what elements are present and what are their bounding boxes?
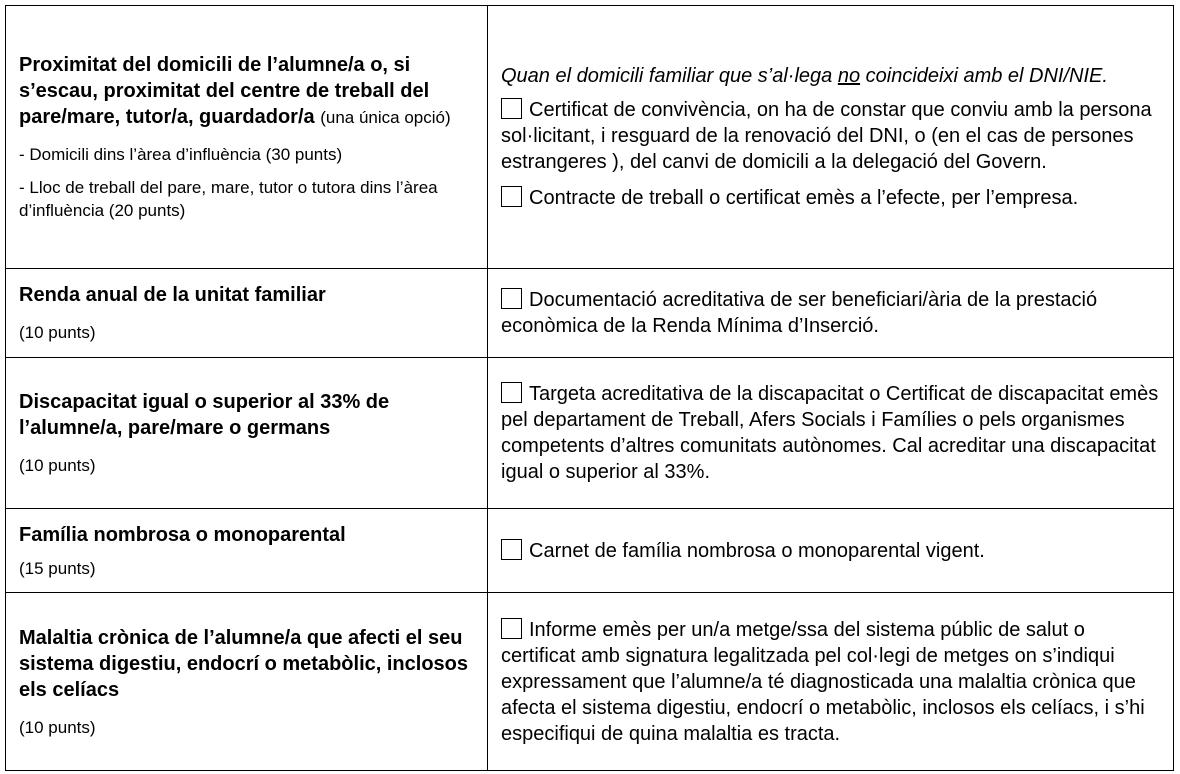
document-item [501, 287, 1163, 339]
documents-cell [488, 509, 1174, 593]
document-label: Documentació acreditativa de ser beneficiari/ària de la prestació econòmica de la Renda Mínima d’Inserció. [501, 289, 1098, 337]
criterion-cell [6, 509, 488, 593]
checkbox[interactable] [501, 382, 522, 403]
documents-intro [501, 63, 1163, 89]
criterion-title: Malaltia crònica de l’alumne/a que afecti el seu sistema digestiu, endocrí o metabòlic, inclosos els celíacs [19, 626, 469, 701]
criterion-points: (10 punts) [19, 456, 96, 475]
criterion-cell [6, 269, 488, 358]
criterion-points: (10 punts) [19, 717, 96, 737]
criterion-title: Proximitat del domicili de l’alumne/a o, si s’escau, proximitat del centre de treball del pare/mare, tutor/a, guardador/a [19, 54, 430, 128]
criterion-points: (15 punts) [19, 558, 96, 578]
checkbox[interactable] [501, 618, 522, 639]
checkbox[interactable] [501, 98, 522, 119]
criterion-note: (una única opció) [320, 108, 451, 127]
criterion-option: - Domicili dins l’àrea d’influència (30 punts) [19, 145, 343, 164]
document-item [501, 538, 1163, 564]
table-row-family [6, 509, 1174, 593]
documents-cell [488, 593, 1174, 771]
document-item [501, 381, 1163, 485]
criteria-table [5, 5, 1174, 771]
documents-cell [488, 269, 1174, 358]
intro-text: Quan el domicili familiar que s’al·lega [501, 65, 838, 87]
document-item [501, 185, 1163, 211]
criterion-cell [6, 6, 488, 269]
criterion-cell [6, 593, 488, 771]
criterion-points: (10 punts) [19, 323, 96, 342]
checkbox[interactable] [501, 539, 522, 560]
criterion-title: Discapacitat igual o superior al 33% de l’alumne/a, pare/mare o germans [19, 391, 390, 439]
document-label: Targeta acreditativa de la discapacitat o Certificat de discapacitat emès pel departament de Treball, Afers Socials i Famílies o pels organismes competents d’altres comunitats autònomes. Cal acreditar una discapacitat igual o superior al 33%. [501, 383, 1159, 483]
document-label: Informe emès per un/a metge/ssa del sistema públic de salut o certificat amb signatura legalitzada pel col·legi de metges on s’indiqui expressament que l’alumne/a té diagnosticada una malaltia crònica que afecta el sistema digestiu, endocrí o metabòlic, inclosos els celíacs, i s’hi especifiqui de quina malaltia es tracta. [501, 618, 1145, 745]
document-label: Contracte de treball o certificat emès a l’efecte, per l’empresa. [529, 187, 1079, 209]
criterion-title: Renda anual de la unitat familiar [19, 284, 326, 306]
criterion-option: - Lloc de treball del pare, mare, tutor o tutora dins l’àrea d’influència (20 punts) [19, 178, 438, 220]
document-item [501, 97, 1163, 175]
table-row-disability [6, 358, 1174, 509]
criterion-heading [19, 52, 477, 131]
document-label: Certificat de convivència, on ha de constar que conviu amb la persona sol·licitant, i resguard de la renovació del DNI, o (en el cas de persones estrangeres ), del canvi de domicili a la delegació del Govern. [501, 99, 1152, 173]
table-row-income [6, 269, 1174, 358]
criterion-cell [6, 358, 488, 509]
documents-cell [488, 6, 1174, 269]
checkbox[interactable] [501, 186, 522, 207]
document-item [501, 617, 1163, 747]
documents-cell [488, 358, 1174, 509]
intro-underlined-text: no [837, 65, 861, 87]
intro-text: coincideixi amb el DNI/NIE. [860, 65, 1108, 87]
document-label: Carnet de família nombrosa o monoparental vigent. [529, 539, 985, 562]
criterion-title: Família nombrosa o monoparental [19, 523, 346, 546]
table-row-chronic-illness [6, 593, 1174, 771]
checkbox[interactable] [501, 288, 522, 309]
table-row-proximity [6, 6, 1174, 269]
